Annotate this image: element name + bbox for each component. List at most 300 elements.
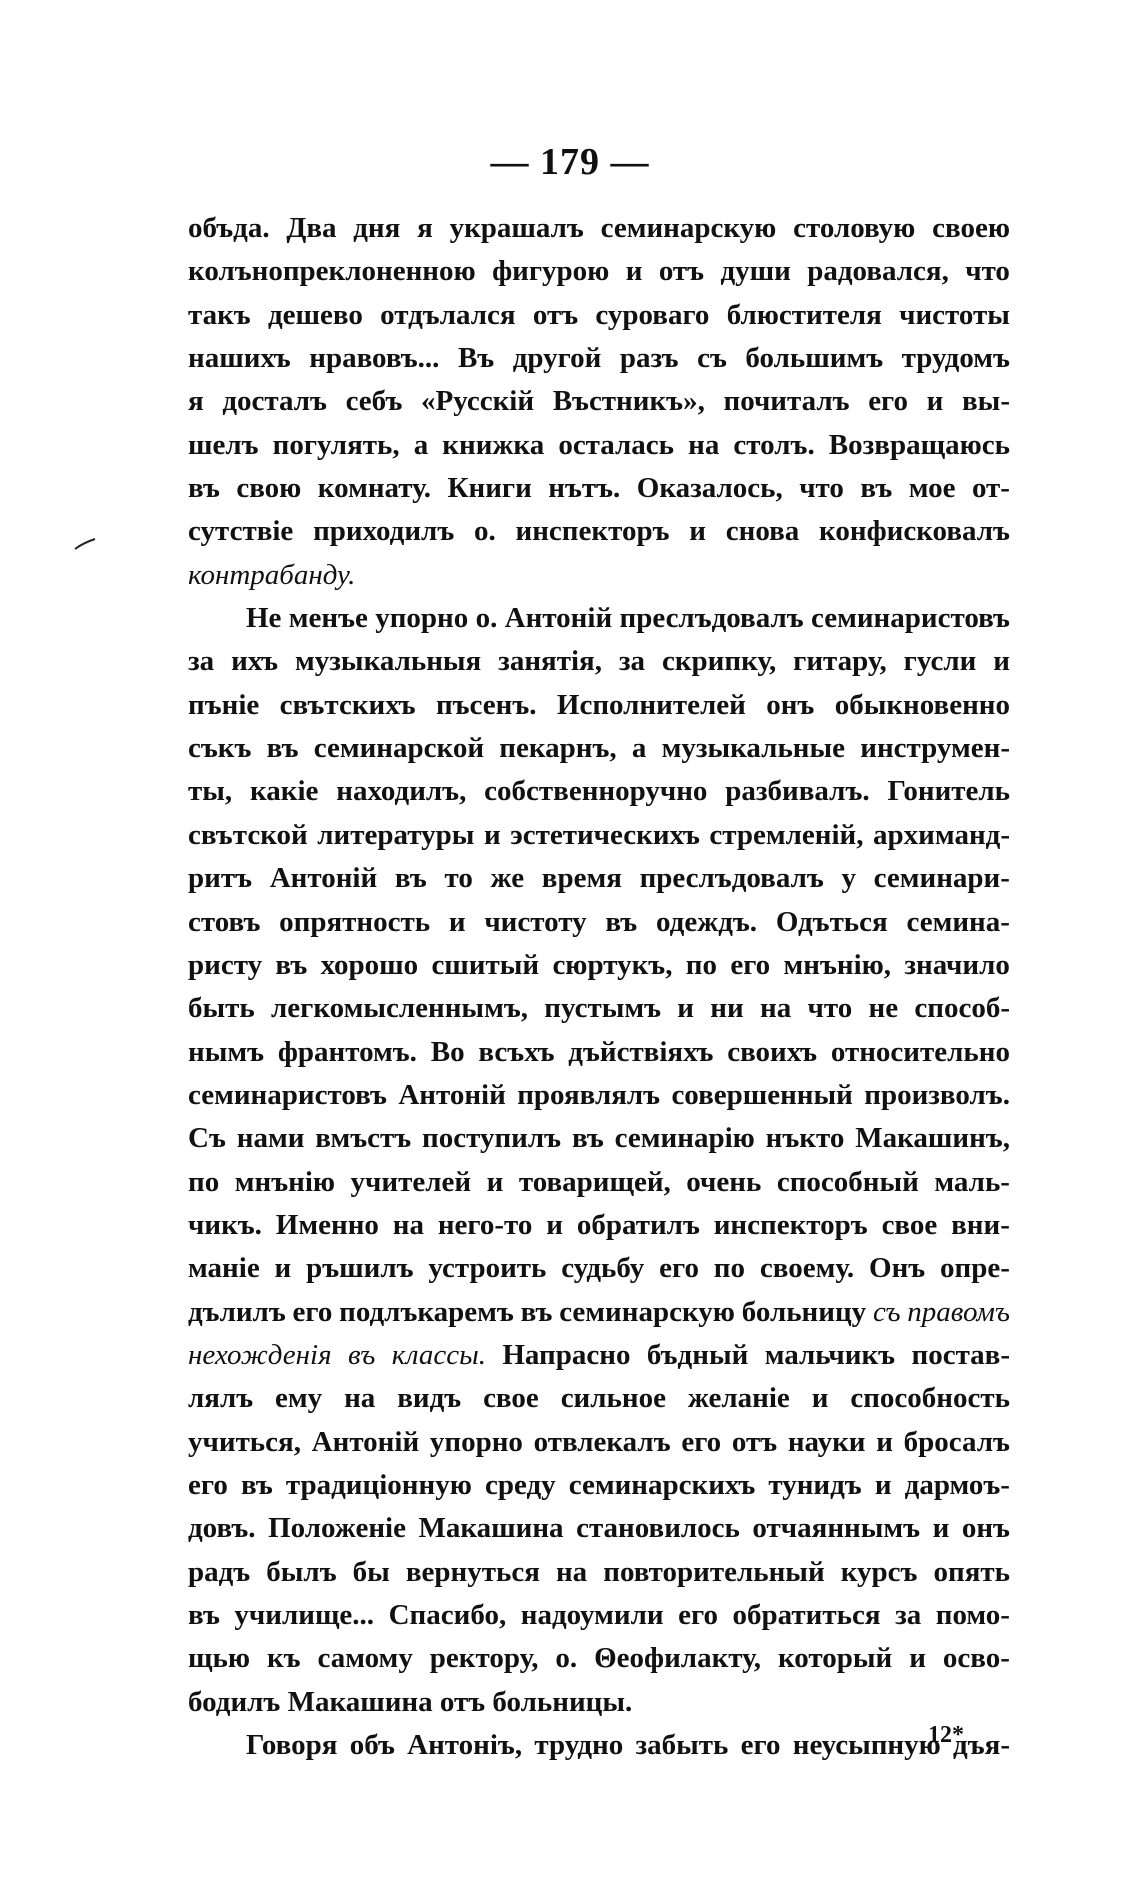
word: время [541,862,622,895]
word: объда. [188,212,270,244]
word: судьбу [561,1252,645,1285]
word: и [874,1468,892,1501]
word: его [740,1729,781,1762]
word: бы [352,1555,390,1588]
word: ему [275,1382,323,1415]
word: Антоній [311,1425,420,1458]
word: суроваго [595,298,710,331]
word: опрятность [279,905,431,938]
word: вни- [951,1208,1010,1241]
text-line [188,337,1010,380]
margin-pencil-mark [74,537,96,551]
word: въ [860,472,893,505]
word: стовъ [188,905,261,938]
word: вы- [962,385,1010,418]
word: на [392,1208,424,1241]
word: въ [275,948,308,981]
word: преслъдовалъ [639,862,824,895]
word: постав- [911,1338,1010,1371]
text-line [188,1334,1010,1377]
italic-word: классы. [391,1338,486,1371]
word: я [417,212,433,244]
word: большимъ [745,342,884,375]
word: его [868,385,909,418]
word: и [993,645,1010,678]
word: эстетическихъ [510,818,700,851]
word: съ [697,342,727,375]
word: въ [605,905,638,938]
text-line [188,1377,1010,1420]
word: онъ [766,688,815,721]
word: и [483,818,501,851]
word: колънопреклоненною [188,255,476,288]
word: почиталъ [723,385,850,418]
word: своею [932,212,1010,244]
word: отвлекалъ [533,1425,671,1458]
word: Антоній [398,1078,506,1111]
word: традиціонную [285,1468,472,1501]
word: что [965,255,1010,288]
text-line [188,207,1010,250]
word: Макашина [418,1512,564,1545]
word: щью [188,1642,250,1675]
word: пъніе [188,688,260,721]
word: и [625,255,643,288]
word: и [274,1252,292,1285]
word: франтомъ. [277,1035,417,1068]
word: Антоніъ, [407,1729,523,1762]
word: видъ [397,1382,462,1415]
word: пустымъ [544,992,662,1025]
word: онъ [961,1512,1010,1545]
word: него-то [437,1208,533,1241]
text-line [188,380,1010,423]
word: сильное [560,1382,666,1415]
word: а [413,428,429,461]
word: какіе [249,775,319,808]
word: дешево [268,298,363,331]
word: нами [236,1122,305,1155]
word: хорошо [320,948,419,981]
word: ръшилъ [306,1252,414,1285]
word: архиманд- [873,818,1010,851]
word: осво- [942,1642,1010,1675]
word: учиться, [188,1425,301,1458]
word: и [677,992,695,1025]
word: относительно [830,1035,1010,1068]
word: то [444,862,473,895]
text-line [188,770,1010,813]
word: погулять, [272,428,400,461]
word: произволъ. [864,1078,1010,1111]
text-line [188,1681,1010,1724]
text-line [188,1161,1010,1204]
word: мнънію, [783,948,892,981]
text-line [188,424,1010,467]
word: гусли [903,645,977,678]
text-line [188,727,1010,770]
word: фигурою [492,255,610,288]
text-line [188,1551,1010,1594]
word: сюртукъ, [552,948,673,981]
word: Напрасно [502,1338,631,1371]
word: радовался, [807,255,949,288]
word: пекарнъ, [499,732,617,765]
word: Положеніе [268,1512,406,1545]
word: который [777,1642,893,1675]
word: съкъ [188,732,252,765]
word: былъ [266,1555,337,1588]
word: Именно [275,1208,379,1241]
word: книжка [442,428,545,461]
word: о. [474,515,496,548]
word: Гонитель [887,775,1010,808]
word: чикъ. [188,1208,262,1241]
word: Въстникъ», [552,385,705,418]
word: семинарскихъ [568,1468,756,1501]
word: разбивалъ. [725,775,870,808]
text-line [188,640,1010,683]
word: упорно [429,1425,523,1458]
word: семинарію [614,1122,755,1155]
text-line [188,1464,1010,1507]
text-line [188,1031,1010,1074]
word: семинари- [873,862,1010,895]
italic-word: въ [348,1338,376,1371]
word: своему. [759,1252,855,1285]
word: нравовъ... [309,342,440,375]
word: вмъстъ [315,1122,412,1155]
body-text [188,207,1010,1767]
word: Книги [447,472,532,505]
word: по [713,1252,746,1285]
italic-word: нехожденія [188,1338,332,1371]
word: конфисковалъ [819,515,1010,548]
word: и [448,905,466,938]
word: Θеофилакту, [594,1642,762,1675]
word: его [659,1252,699,1285]
word: довъ. [188,1512,256,1545]
word: другой [512,342,602,375]
word: души [720,255,791,288]
word: значило [904,948,1010,981]
word: музыкальные [661,732,846,765]
word: семина- [906,905,1010,938]
word: ни [710,992,744,1025]
word: курсъ [840,1555,918,1588]
word: въ [188,1599,220,1631]
word: среду [484,1468,556,1501]
word: больницу [741,1295,867,1328]
word: отчаяннымъ [752,1512,921,1545]
word: и [932,1512,950,1545]
word: преслъдовалъ [619,602,804,635]
word: отъ [532,298,579,331]
word: находилъ, [336,775,467,808]
word: тунидъ [768,1468,862,1501]
word: обратилъ [576,1208,700,1241]
word: сутствіе [188,515,294,548]
printer-signature-mark: 12* [928,1722,964,1748]
word: себъ [345,385,403,418]
text-line [188,857,1010,900]
line-text: контрабанду. [188,558,356,591]
word: поступилъ [422,1122,562,1155]
word: инструмен- [860,732,1010,765]
word: о. [475,602,498,635]
word: дармоъ- [904,1468,1010,1501]
word: инспекторъ [713,1208,868,1241]
word: Онъ [869,1252,926,1285]
word: на [688,428,720,461]
word: у [841,862,856,895]
word: блюстителя [726,298,882,331]
word: Въ [457,342,495,375]
word: семинарскую [559,1295,735,1328]
word: досталъ [222,385,327,418]
italic-word: правомъ [907,1295,1010,1328]
word: свою [236,472,302,505]
italic-word: съ [872,1295,901,1328]
word: и [876,1425,893,1458]
word: семинаристовъ [188,1078,387,1111]
word: ректору, [429,1642,539,1675]
word: мнънію [234,1165,336,1198]
word: занятія, [498,645,602,678]
word: скрипку, [661,645,777,678]
word: лялъ [188,1382,254,1415]
text-line [188,1117,1010,1160]
word: по [188,1165,220,1198]
word: сшитый [431,948,540,981]
word: семинарской [313,732,485,765]
word: желаніе [687,1382,790,1415]
word: свътскихъ [279,688,416,721]
word: становилось [576,1512,740,1545]
word: опять [933,1555,1010,1588]
text-line [188,1637,1010,1680]
word: нашихъ [188,342,291,375]
word: о. [555,1642,578,1675]
text-line [188,1247,1010,1290]
word: такъ [188,298,251,331]
word: его [292,1295,333,1328]
word: столовую [793,212,916,244]
word: а [631,732,647,765]
word: вернуться [405,1555,540,1588]
word: дъя- [953,1729,1010,1762]
word: что [807,992,853,1025]
word: Исполнителей [556,688,746,721]
word: разъ [619,342,679,375]
word: въ [571,1122,604,1155]
word: въ [520,1295,553,1328]
word: комнату. [317,472,431,505]
word: свое [483,1382,539,1415]
word: его [681,1425,722,1458]
word: семинаристовъ [810,602,1010,635]
word: Два [286,212,337,244]
word: отъ [658,255,705,288]
word: къ [266,1642,301,1675]
word: по [685,948,717,981]
text-line [188,1507,1010,1550]
word: всъхъ [478,1035,555,1068]
word: училище... [234,1599,375,1631]
word: проявлялъ [517,1078,661,1111]
word: быть [188,992,255,1025]
word: легкомысленнымъ, [271,992,528,1025]
page-number: — 179 — [490,141,650,183]
word: семинарскую [600,212,777,244]
word: его [678,1599,718,1631]
text-line [188,467,1010,510]
word: мое [908,472,956,505]
word: очень [686,1165,762,1198]
word: нъкто [765,1122,845,1155]
word: въ [394,862,427,895]
word: стремленій, [709,818,864,851]
word: и [926,385,944,418]
word: объ [349,1729,395,1762]
word: его [730,948,771,981]
word: трудомъ [901,342,1010,375]
word: ихъ [231,645,279,678]
text-line [188,597,1010,640]
word: за [618,645,646,678]
word: бъдный [646,1338,749,1371]
word: собственноручно [484,775,708,808]
word: способный [776,1165,919,1198]
text-line [188,987,1010,1030]
word: Антоній [504,602,613,635]
word: на [760,992,792,1025]
text-line [188,814,1010,857]
word: трудно [534,1729,624,1762]
word: же [490,862,525,895]
word: за [895,1599,922,1631]
word: ритъ [188,862,252,895]
text-line [188,1724,1010,1767]
word: обратиться [732,1599,881,1631]
word: товарищей, [518,1165,671,1198]
word: Говоря [246,1729,338,1762]
text-line [188,1594,1010,1637]
line-text: бодилъ Макашина отъ больницы. [188,1685,633,1718]
word: я [188,385,204,418]
word: Оказалось, [636,472,783,505]
word: учителей [350,1165,472,1198]
word: Съ [188,1122,226,1155]
word: совершенный [671,1078,853,1111]
word: шелъ [188,428,259,461]
text-line [188,1204,1010,1247]
word: от- [971,472,1010,505]
text-line [188,250,1010,293]
word: литературы [317,818,475,851]
word: Антоній [269,862,378,895]
word: свътской [188,818,308,851]
word: самому [317,1642,413,1675]
word: инспекторъ [515,515,670,548]
word: способность [850,1382,1010,1415]
text-line [188,1421,1010,1464]
word: способ- [914,992,1010,1025]
text-line [188,1074,1010,1117]
word: отдълался [380,298,516,331]
word: и [811,1382,829,1415]
word: пъсенъ. [435,688,537,721]
word: помо- [935,1599,1010,1631]
word: одеждъ. [655,905,758,938]
word: Спасибо, [388,1599,507,1631]
word: что [799,472,844,505]
word: маніе [188,1252,260,1285]
word: его [188,1468,228,1501]
word: повторительный [603,1555,825,1588]
word: чистоты [899,298,1010,331]
word: бросалъ [903,1425,1010,1458]
text-line [188,510,1010,553]
word: ты, [188,775,233,808]
word: Одъться [775,905,888,938]
word: столъ. [733,428,815,461]
word: и [689,515,706,548]
word: и [546,1208,563,1241]
word: въ [266,732,299,765]
text-line [188,944,1010,987]
text-line [188,901,1010,944]
word: свое [881,1208,938,1241]
word: дня [353,212,401,244]
word: на [555,1555,588,1588]
word: Во [430,1035,465,1068]
word: Не [246,602,282,635]
word: радъ [188,1555,251,1588]
word: упорно [375,602,469,635]
word: подлъкаремъ [339,1295,514,1328]
text-line [188,1291,1010,1334]
word: мальчикъ [764,1338,896,1371]
word: и [486,1165,504,1198]
text-line [188,294,1010,337]
word: нътъ. [548,472,621,505]
word: за [188,645,215,678]
word: украшалъ [449,212,584,244]
word: своихъ [727,1035,818,1068]
word: забыть [635,1729,729,1762]
word: приходилъ [313,515,455,548]
word: опре- [940,1252,1010,1285]
word: Макашинъ, [855,1122,1010,1155]
word: надоумили [520,1599,664,1631]
word: маль- [934,1165,1010,1198]
word: на [344,1382,376,1415]
word: чистоту [484,905,587,938]
word: Возвращаюсь [828,428,1010,461]
word: въ [240,1468,273,1501]
word: ристу [188,948,263,981]
text-line [188,684,1010,727]
word: въ [188,472,220,505]
word: гитару, [793,645,887,678]
word: устроить [428,1252,547,1285]
word: дълилъ [188,1295,286,1328]
word: «Русскій [421,385,535,418]
word: обыкновенно [834,688,1010,721]
word: снова [725,515,800,548]
word: дъйствіяхъ [568,1035,714,1068]
